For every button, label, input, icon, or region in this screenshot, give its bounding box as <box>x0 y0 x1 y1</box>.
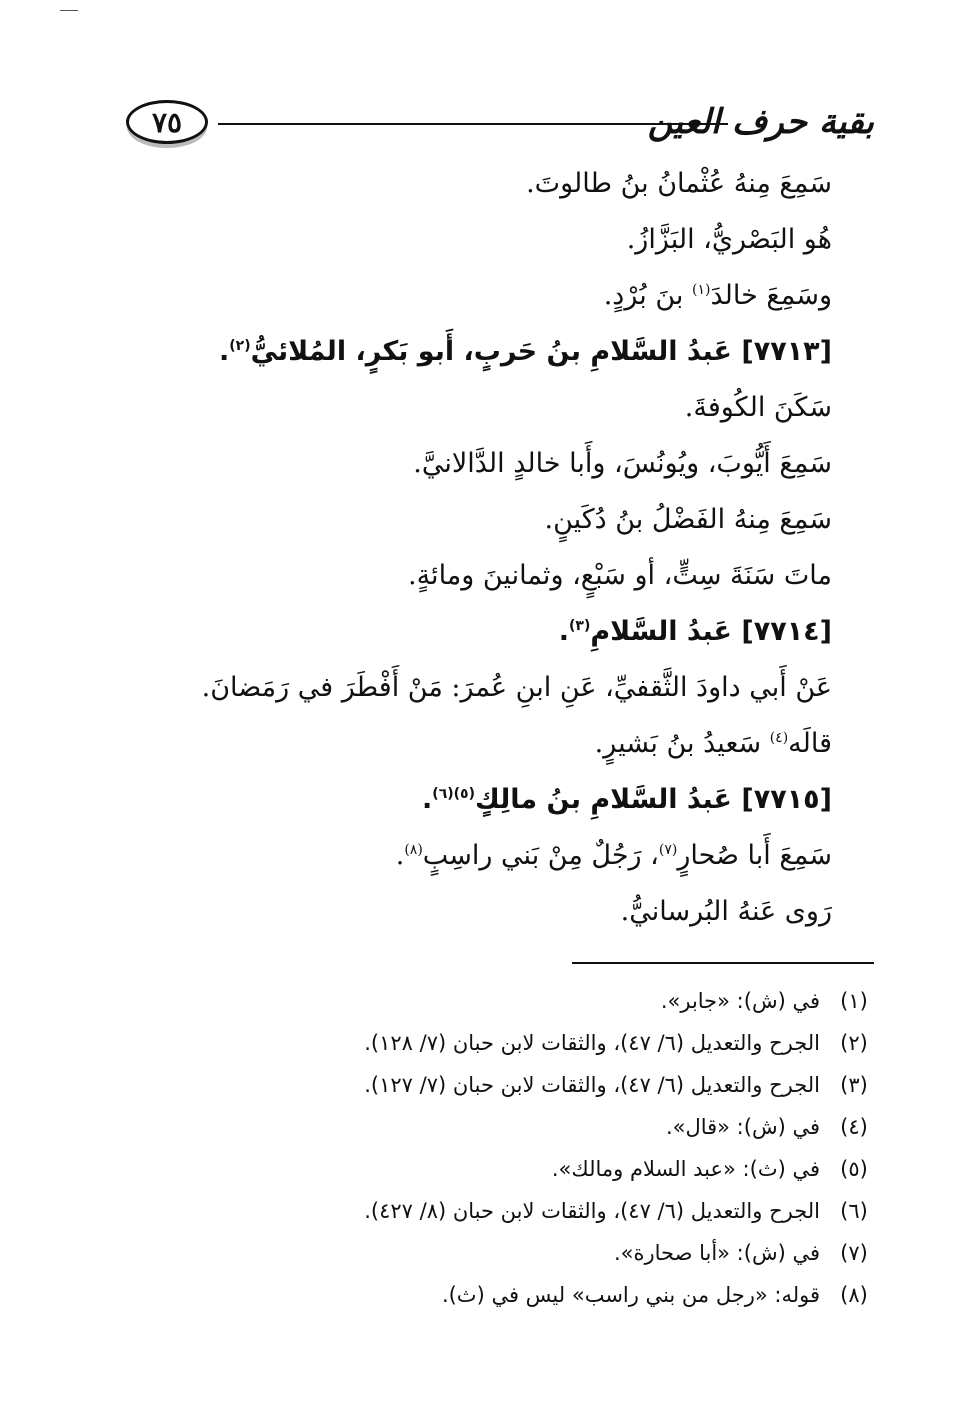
running-title: بقية حرف العين <box>647 102 874 142</box>
footnote-number: (٤) <box>840 1115 868 1139</box>
text-segment: وسَمِعَ خالدَ <box>710 280 832 311</box>
entry-heading <box>232 772 832 828</box>
body-line <box>232 212 832 268</box>
footnote-separator <box>572 962 874 964</box>
text-segment: [٧٧١٥] عَبدُ السَّلامِ بنُ مالِكٍ <box>475 784 832 815</box>
footnote-number: (٢) <box>840 1031 868 1055</box>
footnote-item <box>276 1106 876 1148</box>
text-segment: بنَ بُرْدٍ. <box>603 280 692 311</box>
footnote-ref[interactable]: (٤) <box>769 730 789 746</box>
footnote-ref[interactable]: (٥)(٦) <box>432 786 475 802</box>
text-segment: سَعيدُ بنُ بَشيرٍ. <box>594 728 770 759</box>
page-number-badge <box>126 100 208 144</box>
text-segment: سَمِعَ أَيُّوبَ، ويُونُسَ، وأَبا خالدٍ الدَّالانيَّ. <box>413 448 832 479</box>
footnote-number: (٦) <box>840 1199 868 1223</box>
entry-heading <box>232 604 832 660</box>
page-header <box>126 92 874 162</box>
top-margin-mark <box>60 10 78 11</box>
text-segment: . <box>395 840 405 871</box>
text-segment: رَوى عَنهُ البُرسانيُّ. <box>620 896 832 927</box>
footnote-ref[interactable]: (٨) <box>404 842 423 858</box>
text-segment: قالَه <box>788 728 832 759</box>
footnote-text: في (ش): «قال». <box>665 1115 820 1139</box>
body-line <box>232 268 832 324</box>
text-segment: . <box>558 616 570 647</box>
footnotes <box>276 980 876 1316</box>
body-line <box>232 884 832 940</box>
text-segment: سَكَنَ الكُوفةَ. <box>684 392 832 423</box>
footnote-text: في (ش): «جابر». <box>660 989 820 1013</box>
footnote-item <box>276 1232 876 1274</box>
footnote-text: قوله: «رجل من بني راسب» ليس في (ث). <box>441 1283 820 1307</box>
footnote-text: الجرح والتعديل (٦/ ٤٧)، والثقات لابن حبان (٧/ ١٢٧). <box>364 1073 820 1097</box>
body-line <box>232 380 832 436</box>
text-segment: . <box>219 336 230 367</box>
footnote-number: (٥) <box>840 1157 868 1181</box>
footnote-text: الجرح والتعديل (٦/ ٤٧)، والثقات لابن حبان (٨/ ٤٢٧). <box>364 1199 820 1223</box>
page-number: ٧٥ <box>151 105 183 139</box>
footnote-item <box>276 1190 876 1232</box>
footnote-item <box>276 1022 876 1064</box>
footnote-number: (١) <box>840 989 868 1013</box>
footnote-number: (٨) <box>840 1283 868 1307</box>
text-segment: سَمِعَ مِنهُ عُثْمانُ بنُ طالوتَ. <box>526 168 832 199</box>
text-segment: عَنْ أَبي داودَ الثَّقفيِّ، عَنِ ابنِ عُمرَ: مَنْ أَفْطَرَ في رَمَضانَ. <box>201 672 832 703</box>
text-segment: ، رَجُلٌ مِنْ بَني راسِبٍ <box>422 840 659 871</box>
text-segment: [٧٧١٣] عَبدُ السَّلامِ بنُ حَربٍ، أَبو بَكرٍ، المُلائيُّ <box>250 336 832 367</box>
body-line <box>232 492 832 548</box>
text-segment: سَمِعَ أَبا صُحارٍ <box>677 840 832 871</box>
body-line <box>232 716 832 772</box>
footnote-item <box>276 1148 876 1190</box>
footnote-item <box>276 1274 876 1316</box>
text-segment: [٧٧١٤] عَبدُ السَّلامِ <box>590 616 832 647</box>
footnote-ref[interactable]: (٧) <box>658 842 678 858</box>
text-segment: . <box>422 784 433 815</box>
footnote-text: في (ش): «أبا صحارة». <box>613 1241 820 1265</box>
footnote-number: (٣) <box>840 1073 868 1097</box>
body-line <box>201 660 832 716</box>
body-line <box>232 156 832 212</box>
footnote-text: الجرح والتعديل (٦/ ٤٧)، والثقات لابن حبان (٧/ ١٢٨). <box>364 1031 820 1055</box>
entry-heading <box>219 324 832 380</box>
body-line <box>232 828 832 884</box>
body-line <box>232 436 832 492</box>
footnote-ref[interactable]: (٢) <box>229 338 251 354</box>
text-segment: سَمِعَ مِنهُ الفَضْلُ بنُ دُكَينٍ. <box>544 504 832 535</box>
footnote-ref[interactable]: (٣) <box>569 618 591 634</box>
text-segment: ماتَ سَنَةَ سِتٍّ، أو سَبْعٍ، وثمانينَ ومائةٍ. <box>408 560 832 591</box>
footnote-item <box>276 1064 876 1106</box>
main-text <box>201 156 832 940</box>
footnote-ref[interactable]: (١) <box>691 282 711 298</box>
text-segment: هُو البَصْريُّ، البَزَّازُ. <box>626 224 832 255</box>
footnote-item <box>276 980 876 1022</box>
body-line <box>232 548 832 604</box>
footnote-text: في (ث): «عبد السلام ومالك». <box>551 1157 820 1181</box>
footnote-number: (٧) <box>840 1241 868 1265</box>
